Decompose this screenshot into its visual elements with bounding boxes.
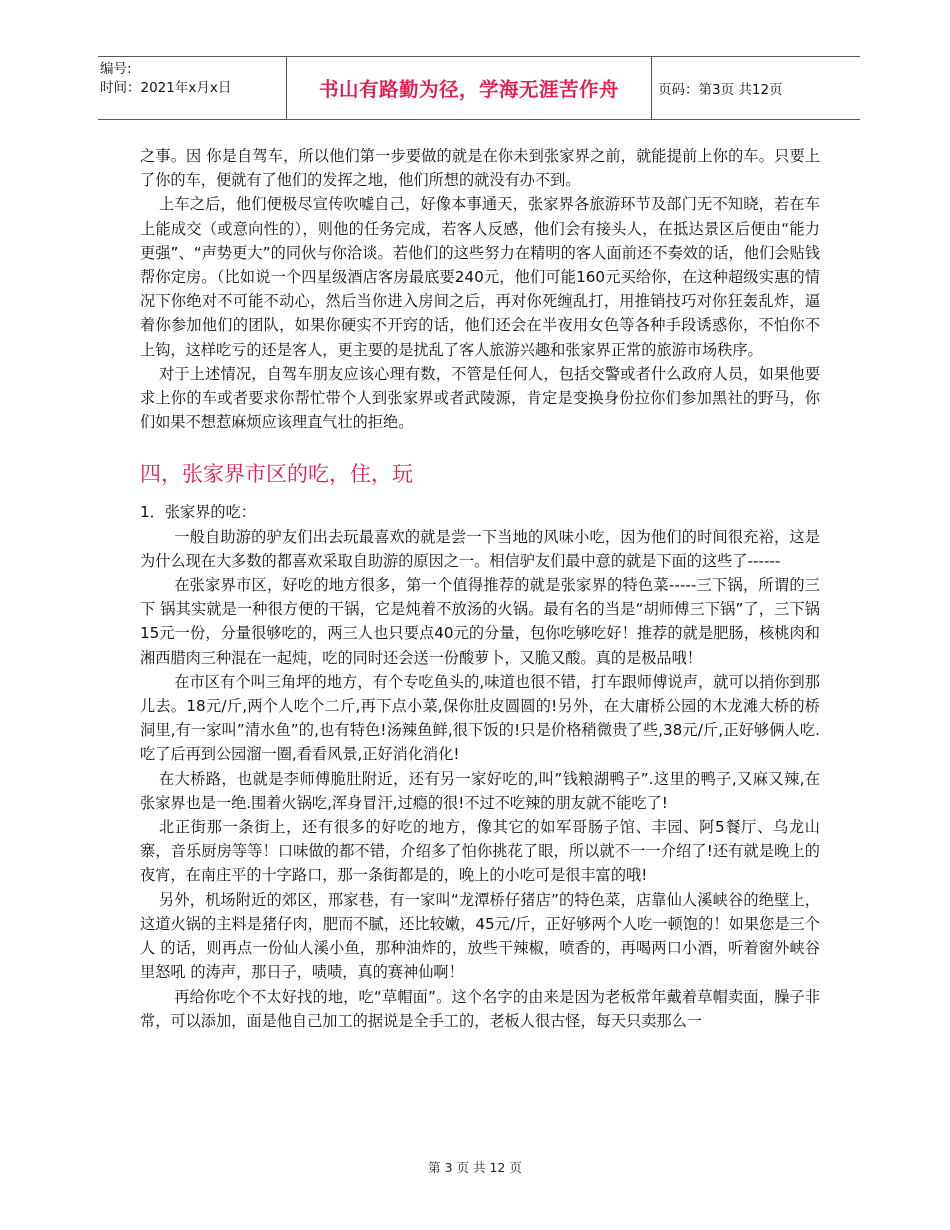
page-footer: 第 3 页 共 12 页 — [428, 1160, 522, 1175]
subsection-title: 1．张家界的吃： — [140, 503, 256, 522]
paragraph: 再给你吃个不太好找的地，吃“草帽面”。这个名字的由来是因为老板常年戴着草帽卖面，臊子非常，可以添加，面是他自己加工的据说是全手工的，老板人很古怪，每天只卖那么一 — [140, 987, 820, 1030]
header-motto: 书山有路勤为径，学海无涯苦作舟 — [286, 57, 652, 119]
paragraph: 上车之后，他们便极尽宣传吹嘘自己，好像本事通天，张家界各旅游环节及部门无不知晓，若在车上能成交（或意向性的），则他的任务完成，若客人反感，他们会有接头人，在抵达景区后便由“能力更强”、“声势更大”的同伙与你洽谈。若他们的这些努力在精明的客人面前还不奏效的话，他们会贴钱帮你定房。（比如说一个四星级酒店客房最底要240元，他们可能160元买给你，在这种超级实惠的情况下你绝对不可能不动心，然后当你进入房间之后，再对你死缠乱打，用推销技巧对你狂轰乱炸，逼着你参加他们的团队，如果你硬实不开窍的话，他们还会在半夜用女色等各种手段诱惑你，不怕你不上钩，这样吃亏的还是客人，更主要的是扰乱了客人旅游兴趣和张家界正常的旅游市场秩序。 — [140, 195, 820, 359]
paragraph: 对于上述情况，自驾车朋友应该心理有数，不管是任何人，包括交警或者什么政府人员，如果他要求上你的车或者要求你帮忙带个人到张家界或者武陵源，肯定是变换身份拉你们参加黑社的野马，你们如果不想惹麻烦应该理直气壮的拒绝。 — [140, 364, 820, 432]
header-meta — [100, 60, 231, 98]
section-title: 四，张家界市区的吃，住，玩 — [140, 462, 413, 487]
paragraph: 一般自助游的驴友们出去玩最喜欢的就是尝一下当地的风味小吃，因为他们的时间很充裕，这是为什么现在大多数的都喜欢采取自助游的原因之一。相信驴友们最中意的就是下面的这些了------ — [140, 527, 820, 570]
document-body — [140, 144, 820, 1033]
paragraph: 另外，机场附近的郊区，邢家巷，有一家叫“龙潭桥仔猪店”的特色菜，店靠仙人溪峡谷的绝壁上，这道火锅的主料是猪仔肉，肥而不腻，还比较嫩，45元/斤，正好够两个人吃一顿饱的！如果您是三个人 的话，则再点一份仙人溪小鱼，那种油炸的，放些干辣椒，喷香的，再喝两口小酒，听着窗外峡谷里怒吼 的涛声，那日子，啧啧，真的赛神仙啊！ — [140, 890, 820, 982]
paragraph: 在大桥路，也就是李师傅脆肚附近，还有另一家好吃的,叫”钱粮湖鸭子”.这里的鸭子,又麻又辣,在 张家界也是一绝.围着火锅吃,浑身冒汗,过瘾的很!不过不吃辣的朋友就不能吃了! — [140, 769, 820, 812]
time-label: 时间：2021年x月x日 — [100, 80, 232, 96]
paragraph: 北正街那一条街上，还有很多的好吃的地方，像其它的如军哥肠子馆、丰园、阿5餐厅、乌龙山寨，音乐厨房等等！口味做的都不错，介绍多了怕你挑花了眼，所以就不一一介绍了!还有就是晚上的夜宵，在南庄平的十字路口，那一条街都是的，晚上的小吃可是很丰富的哦! — [140, 818, 820, 885]
paragraph: 之事。因 你是自驾车，所以他们第一步要做的就是在你未到张家界之前，就能提前上你的车。只要上了你的车，便就有了他们的发挥之地，他们所想的就没有办不到。 — [140, 147, 820, 190]
page-header — [98, 56, 860, 120]
paragraph: 在市区有个叫三角坪的地方，有个专吃鱼头的,味道也很不错，打车跟师傅说声，就可以捎你到那儿去。18元/斤,两个人吃个二斤,再下点小菜,保你肚皮圆圆的!另外，在大庸桥公园的木龙滩大桥的桥洞里,有一家叫”清水鱼”的,也有特色!汤辣鱼鲜,很下饭的!只是价格稍微贵了些,38元/斤,正好够俩人吃.吃了后再到公园溜一圈,看看风景,正好消化消化! — [140, 672, 820, 764]
number-label: 编号: — [100, 61, 132, 77]
paragraph: 在张家界市区，好吃的地方很多，第一个值得推荐的就是张家界的特色菜-----三下锅，所谓的三下 锅其实就是一种很方便的干锅，它是炖着不放汤的火锅。最有名的当是“胡师傅三下锅”了，三下锅15元一份，分量很够吃的，两三人也只要点40元的分量，包你吃够吃好！推荐的就是肥肠，核桃肉和湘西腊肉三种混在一起炖，吃的同时还会送一份酸萝卜，又脆又酸。真的是极品哦！ — [140, 576, 820, 667]
header-page-info: 页码：第3页 共12页 — [658, 82, 783, 98]
